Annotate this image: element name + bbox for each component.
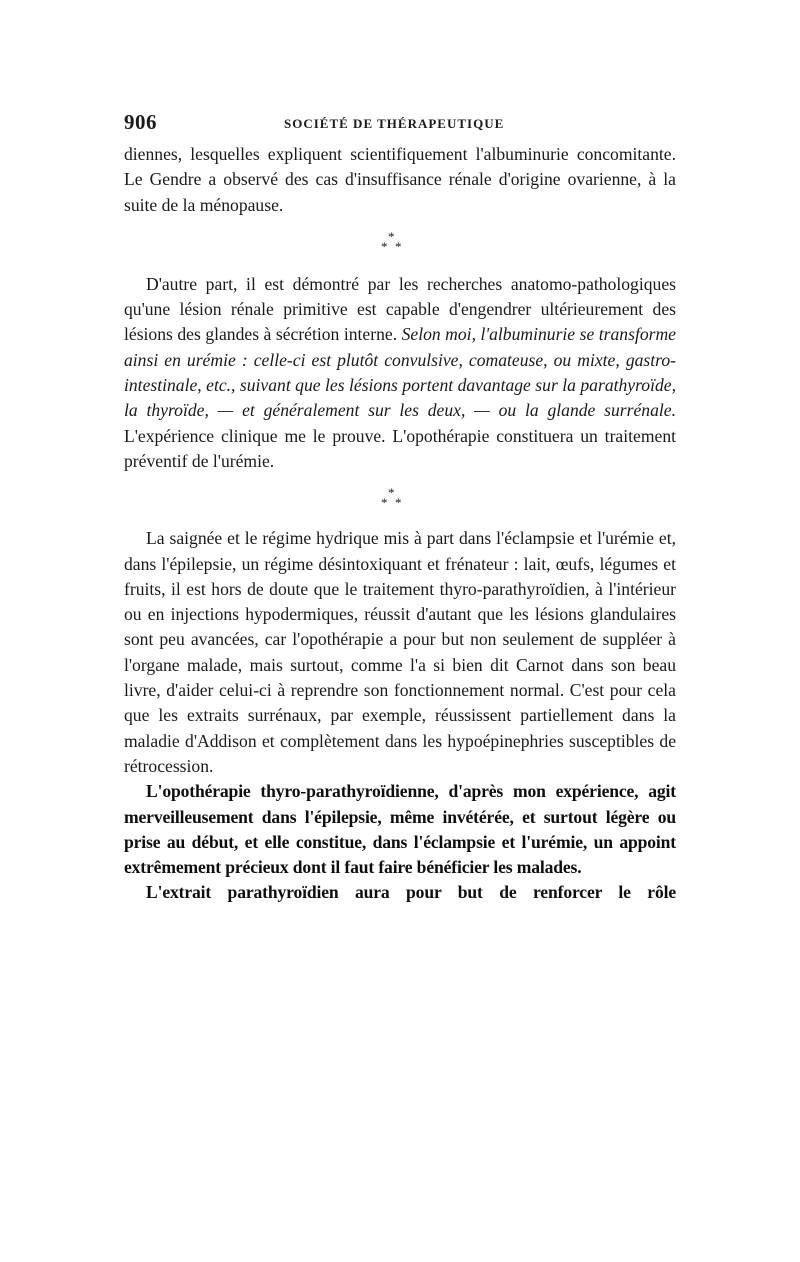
book-page [124, 110, 676, 906]
paragraph-2-italic: Selon moi, l'albuminurie se transforme ainsi en urémie : celle-ci est plutôt convulsive, comateuse, ou mixte, gastro-intestinale, etc., suivant que les lésions portent davantage sur la parathyroïde, la thyroïde, — et généralement sur les deux, — ou la glande surrénale. [124, 324, 676, 421]
asterism-star: * [388, 228, 395, 244]
running-title: SOCIÉTÉ DE THÉRAPEUTIQUE [284, 116, 505, 131]
asterism-star: * [395, 495, 402, 511]
paragraph-2-start: D'autre part, il est démontré par les recherches anatomo-pathologiques qu'une lésion rénale primitive est capable d'engendrer ultérieurement des lésions des glandes à sécrétion interne. [124, 273, 676, 345]
paragraph-3: La saignée et le régime hydrique mis à part dans l'éclampsie et l'urémie et, dans l'épilepsie, un régime désintoxiquant et frénateur : lait, œufs, légumes et fruits, il est hors de doute que le traitement thyro-parathyroïdien, à l'intérieur ou en injections hypodermiques, réussit d'autant que les lésions glandulaires sont peu avancées, car l'opothérapie a pour but non seulement de suppléer à l'organe malade, mais surtout, comme l'a si bien dit Carnot dans son beau livre, d'aider celui-ci à reprendre son fonctionnement normal. C'est pour cela que les extraits surrénaux, par exemple, réussissent partiellement dans la maladie d'Addison et complètement dans les hypoépinephries susceptibles de rétrocession. [124, 528, 676, 776]
asterism-1 [124, 218, 676, 264]
paragraph-5: L'extrait parathyroïdien aura pour but de renforcer le rôle [146, 882, 676, 903]
asterism-star: * [395, 238, 402, 254]
asterism-star: * [381, 495, 388, 511]
asterism-2 [124, 474, 676, 520]
paragraph-1: diennes, lesquelles expliquent scientifiquement l'albuminurie concomitante. Le Gendre a observé des cas d'insuffisance rénale d'origine ovarienne, à la suite de la ménopause. [124, 144, 676, 215]
page-header [124, 110, 676, 136]
page-number: 906 [124, 110, 157, 134]
paragraph-2-end: L'expérience clinique me le prouve. L'opothérapie constituera un traitement préventif de l'urémie. [124, 425, 676, 471]
asterism-star: * [381, 238, 388, 254]
paragraph-2 [124, 272, 676, 474]
asterism-star: * [388, 485, 395, 501]
paragraph-4: L'opothérapie thyro-parathyroïdienne, d'après mon expérience, agit merveilleusement dans l'épilepsie, même invétérée, et surtout légère ou prise au début, et elle constitue, dans l'éclampsie et l'urémie, un appoint extrêmement précieux dont il faut faire bénéficier les malades. [124, 781, 676, 878]
